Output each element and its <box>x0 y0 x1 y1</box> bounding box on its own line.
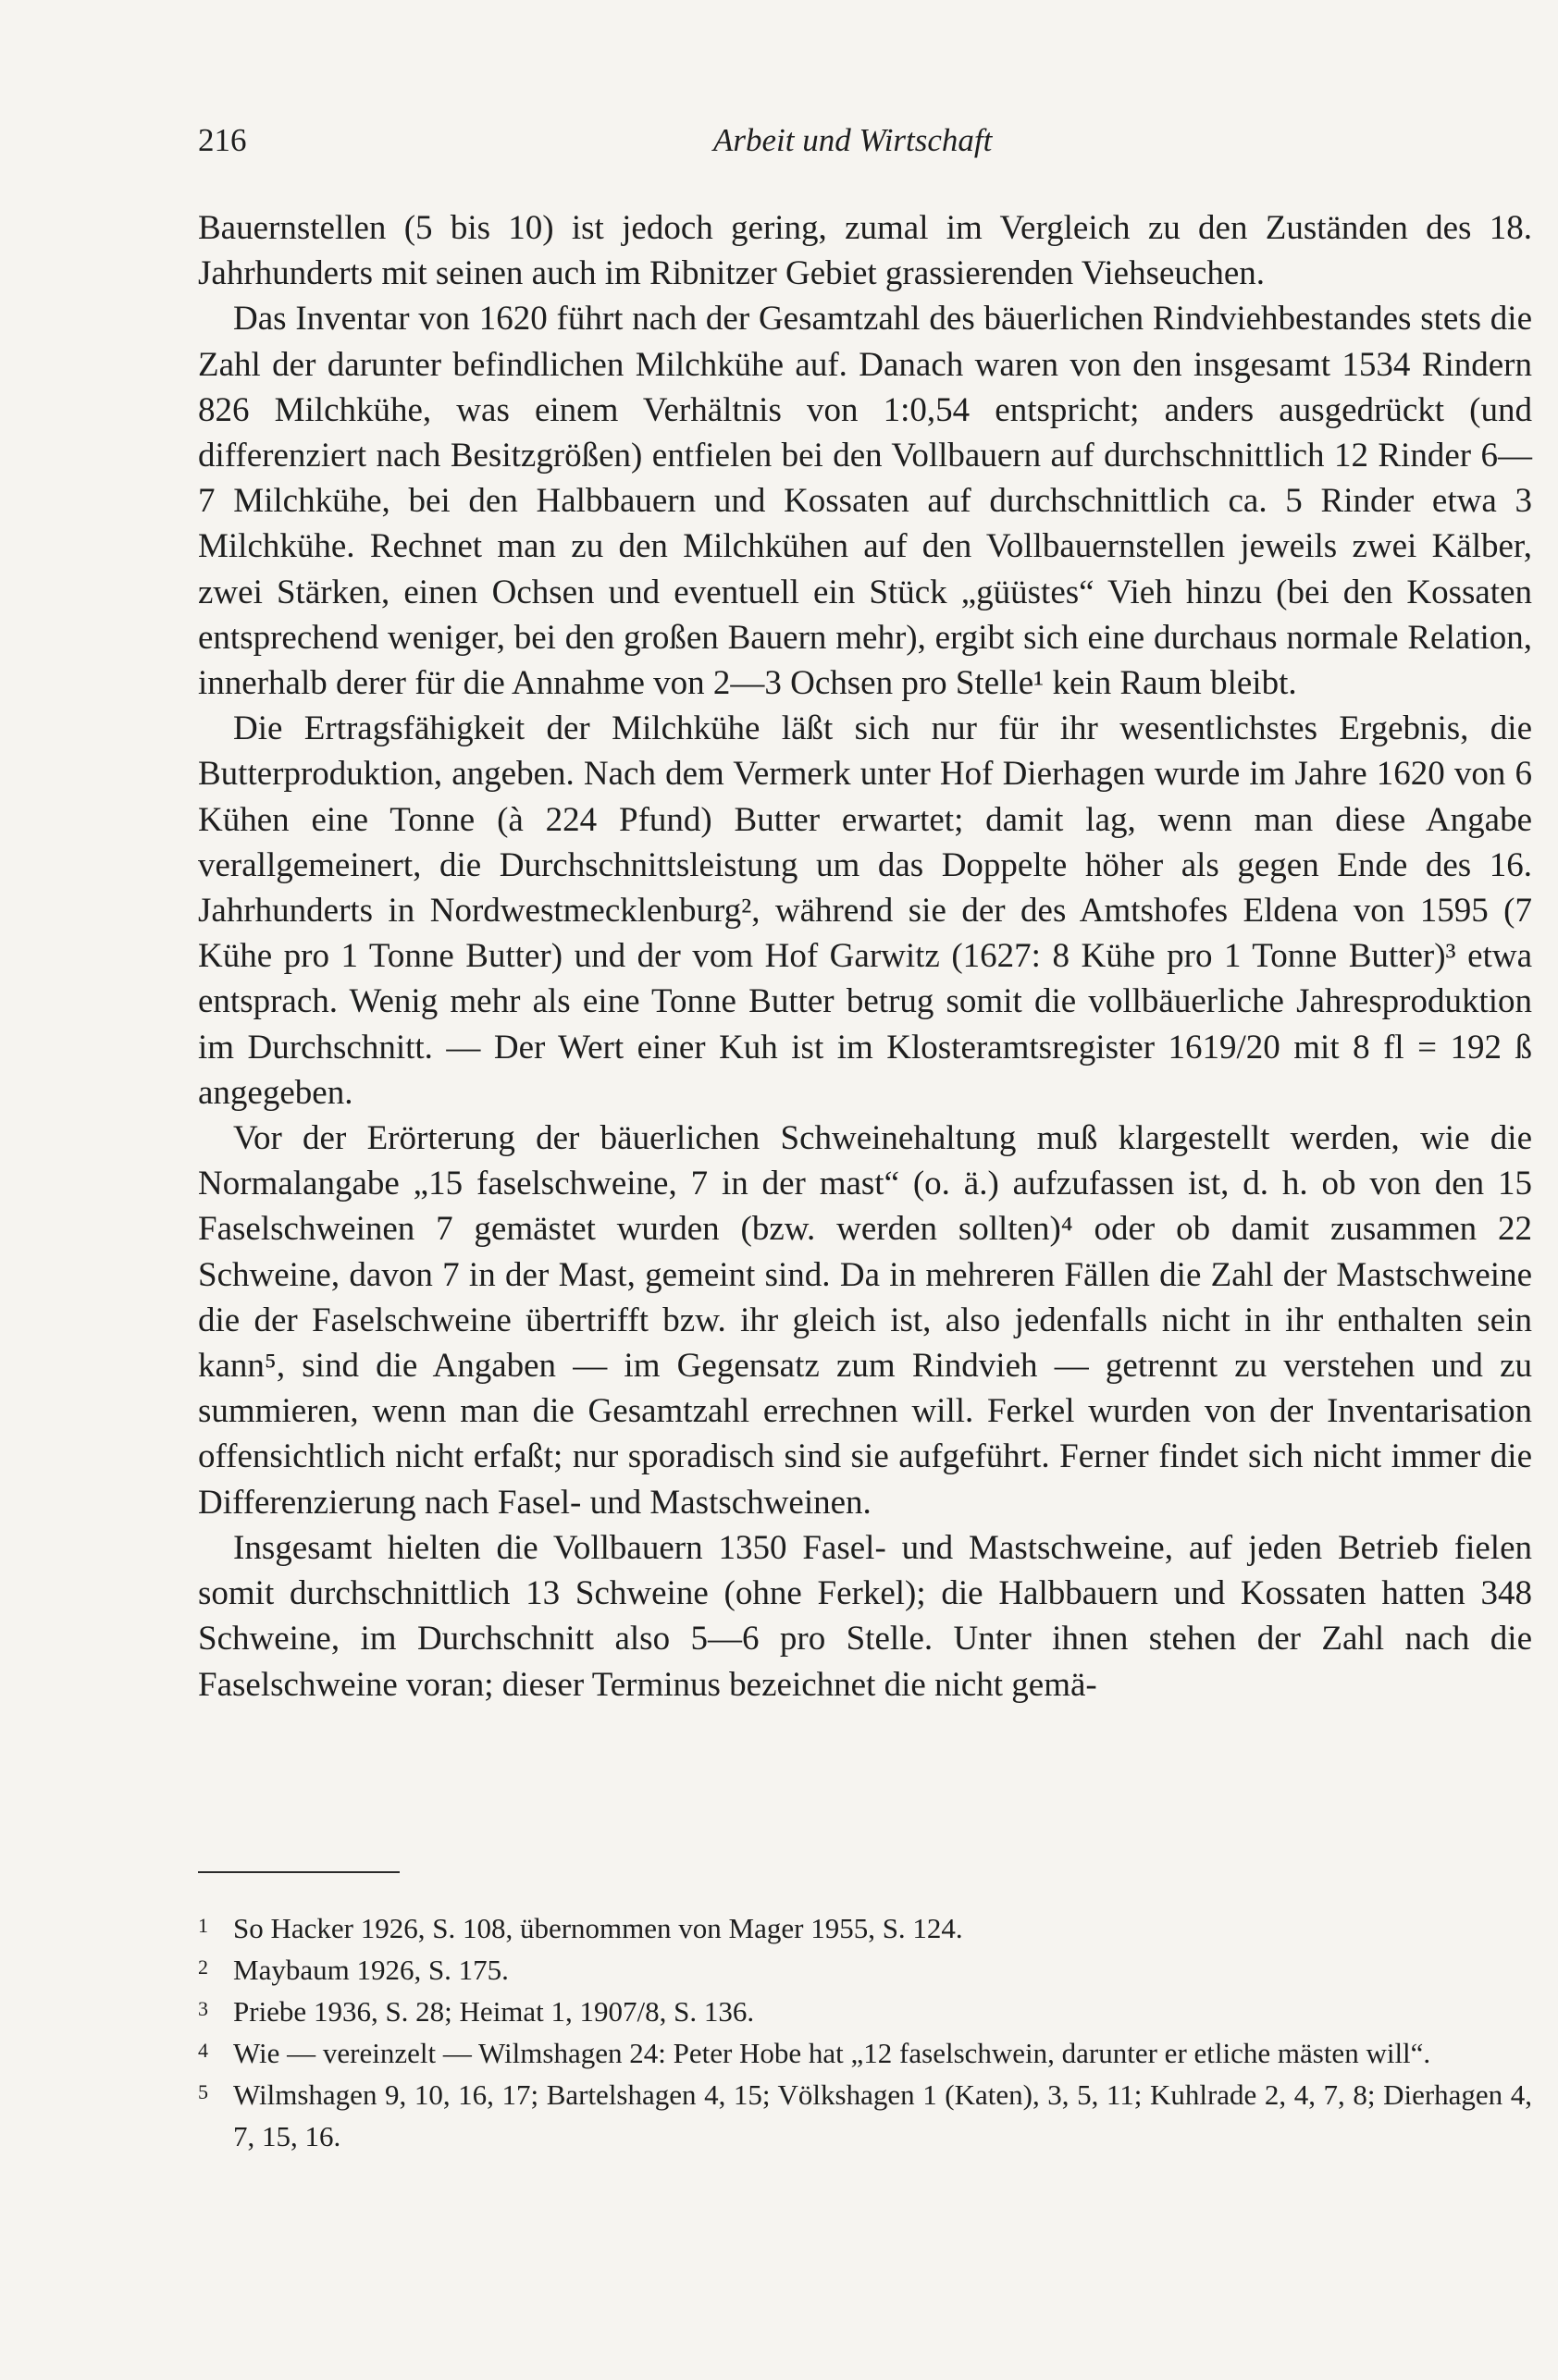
paragraph: Die Ertragsfähigkeit der Milchkühe läßt sich nur für ihr wesentlichstes Ergebnis, die Butterproduktion, angeben. Nach dem Vermerk unter Hof Dierhagen wurde im Jahre 1620 von 6 Kühen eine Tonne (à 224 Pfund) Butter erwartet; damit lag, wenn man diese Angabe verallgemeinert, die Durchschnittsleistung um das Doppelte höher als gegen Ende des 16. Jahrhunderts in Nordwestmecklenburg², während sie der des Amtshofes Eldena von 1595 (7 Kühe pro 1 Tonne Butter) und der vom Hof Garwitz (1627: 8 Kühe pro 1 Tonne Butter)³ etwa entsprach. Wenig mehr als eine Tonne Butter betrug somit die vollbäuerliche Jahresproduktion im Durchschnitt. — Der Wert einer Kuh ist im Klosteramtsregister 1619/20 mit 8 fl = 192 ß angegeben. <box>198 709 1532 1112</box>
paragraph-continued: Bauernstellen (5 bis 10) ist jedoch gering, zumal im Vergleich zu den Zuständen des 18. Jahrhunderts mit seinen auch im Ribnitzer Gebiet grassierenden Viehseuchen. <box>198 209 1532 293</box>
page-number: 216 <box>198 122 247 158</box>
footnote-marker: 5 <box>198 2080 208 2103</box>
footnote-marker: 4 <box>198 2039 208 2062</box>
footnote-marker: 1 <box>198 1914 208 1937</box>
footnote-text: Wilmshagen 9, 10, 16, 17; Bartelshagen 4, 15; Völkshagen 1 (Katen), 3, 5, 11; Kuhlrade 2, 4, 7, 8; Dierhagen 4, 7, 15, 16. <box>233 2078 1532 2152</box>
page-header <box>198 122 1532 166</box>
footnote-text: Maybaum 1926, S. 175. <box>233 1954 509 1986</box>
footnote <box>198 2074 1532 2157</box>
footnotes <box>198 1907 1532 2157</box>
body-text <box>198 205 1532 1708</box>
footnote-text: Wie — vereinzelt — Wilmshagen 24: Peter Hobe hat „12 faselschwein, darunter er etliche mästen will“. <box>233 2037 1431 2069</box>
footnote <box>198 2032 1532 2074</box>
footnote <box>198 1991 1532 2032</box>
footnote <box>198 1907 1532 1949</box>
footnote-marker: 2 <box>198 1955 208 1979</box>
paragraph: Das Inventar von 1620 führt nach der Gesamtzahl des bäuerlichen Rindviehbestandes stets die Zahl der darunter befindlichen Milchkühe auf. Danach waren von den insgesamt 1534 Rindern 826 Milchkühe, was einem Verhältnis von 1:0,54 entspricht; anders ausgedrückt (und differenziert nach Besitzgrößen) entfielen bei den Vollbauern auf durchschnittlich 12 Rinder 6—7 Milchkühe, bei den Halbbauern und Kossaten auf durchschnittlich ca. 5 Rinder etwa 3 Milchkühe. Rechnet man zu den Milchkühen auf den Vollbauernstellen jeweils zwei Kälber, zwei Stärken, einen Ochsen und eventuell ein Stück „güüstes“ Vieh hinzu (bei den Kossaten entsprechend weniger, bei den großen Bauern mehr), ergibt sich eine durchaus normale Relation, innerhalb derer für die Annahme von 2—3 Ochsen pro Stelle¹ kein Raum bleibt. <box>198 300 1532 703</box>
paragraph: Vor der Erörterung der bäuerlichen Schweinehaltung muß klargestellt werden, wie die Normalangabe „15 faselschweine, 7 in der mast“ (o. ä.) aufzufassen ist, d. h. ob von den 15 Faselschweinen 7 gemästet wurden (bzw. werden sollten)⁴ oder ob damit zusammen 22 Schweine, davon 7 in der Mast, gemeint sind. Da in mehreren Fällen die Zahl der Mastschweine die der Faselschweine übertrifft bzw. ihr gleich ist, also jedenfalls nicht in ihr enthalten sein kann⁵, sind die Angaben — im Gegensatz zum Rindvieh — getrennt zu verstehen und zu summieren, wenn man die Gesamtzahl errechnen will. Ferkel wurden von der Inventarisation offensichtlich nicht erfaßt; nur sporadisch sind sie aufgeführt. Ferner findet sich nicht immer die Differenzierung nach Fasel- und Mastschweinen. <box>198 1119 1532 1522</box>
footnote-text: So Hacker 1926, S. 108, übernommen von Mager 1955, S. 124. <box>233 1912 963 1944</box>
footnote <box>198 1949 1532 1991</box>
footnote-marker: 3 <box>198 1997 208 2020</box>
running-title: Arbeit und Wirtschaft <box>713 122 993 158</box>
footnote-divider <box>198 1871 400 1873</box>
paragraph: Insgesamt hielten die Vollbauern 1350 Fasel- und Mastschweine, auf jeden Betrieb fielen somit durchschnittlich 13 Schweine (ohne Ferkel); die Halbbauern und Kossaten hatten 348 Schweine, im Durchschnitt also 5—6 pro Stelle. Unter ihnen stehen der Zahl nach die Faselschweine voran; dieser Terminus bezeichnet die nicht gemä- <box>198 1528 1532 1704</box>
footnote-text: Priebe 1936, S. 28; Heimat 1, 1907/8, S. 136. <box>233 1995 755 2028</box>
